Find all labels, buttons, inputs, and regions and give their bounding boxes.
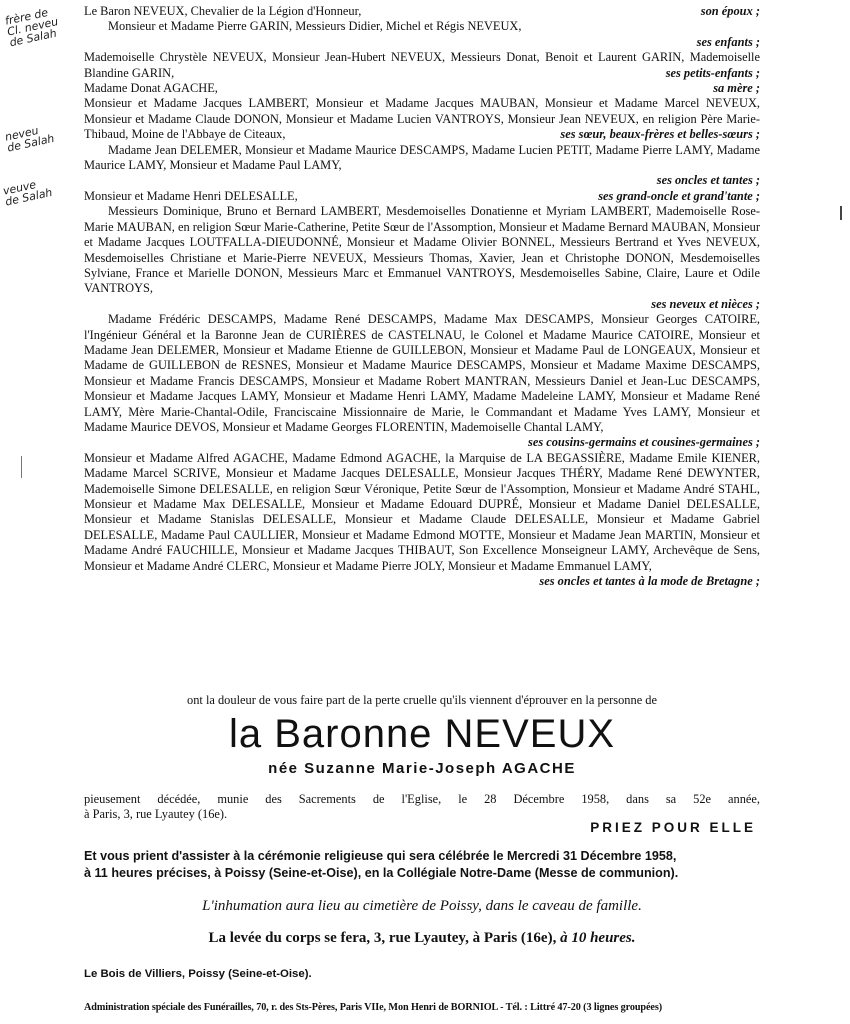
family-relation: ses neveux et nièces ; (651, 296, 760, 311)
family-entry (84, 50, 760, 81)
levee-notice (84, 930, 760, 947)
family-names: Madame Frédéric DESCAMPS, Madame René DESCAMPS, Madame Max DESCAMPS, Monsieur Georges CATOIRE, l'Ingénieur Général et la Baronne Jean de CURIÈRES de CASTELNAU, le Colonel et Madame Maurice CATOIRE, Monsieur et Madame Jean DELEMER, Monsieur et Madame Etienne de GUILLEBON, Monsieur et Madame Paul de LONGEAUX, Monsieur et Madame de GUILLEBON de RESNES, Monsieur et Madame Maurice DESCAMPS, Monsieur et Madame Maxime DESCAMPS, Monsieur et Madame Francis DESCAMPS, Monsieur et Madame Robert MANTRAN, Messieurs Daniel et Jean-Luc DESCAMPS, Monsieur et Madame Jacques LAMY, Monsieur et Madame Henri LAMY, Madame Madeleine LAMY, Monsieur et Madame René LAMY, Mère Marie-Chantal-Odile, Franciscaine Missionnaire de Marie, le Commandant et Madame Yves LAMY, Monsieur et Madame Maurice DEVOS, Monsieur et Madame Georges FLORENTIN, Mademoiselle Chantal LAMY, (84, 312, 760, 434)
family-names: Messieurs Dominique, Bruno et Bernard LAMBERT, Mesdemoiselles Donatienne et Myriam LAMBERT, Mademoiselle Rose-Marie MAUBAN, en religion Sœur Marie-Catherine, Petite Sœur de l'Assomption, Monsieur et Madame Bernard MAUBAN, Monsieur et Madame Jacques LOUTFALLA-DIEUDONNÉ, Monsieur et Madame Olivier BONNEL, Messieurs Bertrand et Yves NEVEUX, Mesdemoiselles Christiane et Marie-Pierre NEVEUX, Messieurs Thomas, Xavier, Jean et Christophe DONON, Mesdemoiselles Sylviane, France et Marielle DONON, Messieurs Marc et Emmanuel VANTROYS, Mesdemoiselles Sabine, Claire, Laure et Odile VANTROYS, (84, 204, 760, 296)
family-relation: ses cousins-germains et cousines-germaines ; (528, 435, 760, 450)
prayer-line: PRIEZ POUR ELLE (590, 820, 756, 835)
family-names: Mademoiselle Chrystèle NEVEUX, Monsieur Jean-Hubert NEVEUX, Messieurs Donat, Benoit et Laurent GARIN, Mademoiselle Blandine GARIN, (84, 50, 760, 80)
family-address: Le Bois de Villiers, Poissy (Seine-et-Oise). (84, 968, 312, 980)
handwritten-note: neveu de Salah (3, 123, 56, 155)
family-list (84, 4, 760, 589)
family-names: Monsieur et Madame Henri DELESALLE, (84, 188, 298, 203)
handwritten-note: frère de Cl. neveu de Salah (3, 5, 60, 50)
family-relation: ses sœur, beaux-frères et belles-sœurs ; (560, 127, 760, 142)
family-relation: sa mère ; (713, 81, 760, 96)
death-date-line: pieusement décédée, munie des Sacrements de l'Eglise, le 28 Décembre 1958, dans sa 52e année, (84, 792, 760, 806)
family-names: Monsieur et Madame Alfred AGACHE, Madame Edmond AGACHE, la Marquise de LA BEGASSIÈRE, Madame Emile KIENER, Madame Marcel SCRIVE, Monsieur et Madame Jacques DELESALLE, Monsieur Jacques THÉRY, Madame René DEWYNTER, Mademoiselle Simone DELESALLE, en religion Sœur Véronique, Petite Sœur de l'Assomption, Monsieur et Madame André STAHL, Monsieur et Madame Max DELESALLE, Monsieur et Madame Edouard DUPRÉ, Monsieur et Madame Daniel DELESALLE, Monsieur et Madame Stanislas DELESALLE, Monsieur et Madame Claude DELESALLE, Monsieur et Madame Gabriel DELESALLE, Madame Paul CAULLIER, Monsieur et Madame Edmond MOTTE, Monsieur et Madame Jean MARTIN, Monsieur et Madame André FAUCHILLE, Monsieur et Madame Jacques THIBAUT, Son Excellence Monseigneur LAMY, Archevêque de Sens, Monsieur et Madame André CLERC, Monsieur et Madame Pierre JOLY, Monsieur et Madame Emmanuel LAMY, (84, 450, 760, 573)
family-entry (84, 81, 760, 96)
family-names: Monsieur et Madame Jacques LAMBERT, Monsieur et Madame Jacques MAUBAN, Monsieur et Madame Marcel NEVEUX, Monsieur et Madame Claude DONON, Monsieur et Madame Lucien VANTROYS, Monsieur Jean NEVEUX, en religion Père Marie-Thibaud, Moine de l'Abbaye de Citeaux, (84, 96, 760, 142)
family-relation: ses petits-enfants ; (665, 65, 760, 80)
family-entry (84, 4, 760, 19)
deceased-birth-name: née Suzanne Marie-Joseph AGACHE (268, 760, 576, 777)
levee-place: La levée du corps se fera, 3, rue Lyautey, à Paris (16e), (208, 930, 557, 946)
family-names: Le Baron NEVEUX, Chevalier de la Légion d'Honneur, (84, 4, 362, 18)
family-names: Madame Jean DELEMER, Monsieur et Madame Maurice DESCAMPS, Madame Lucien PETIT, Madame Pierre LAMY, Madame Maurice LAMY, Monsieur et Madame Paul LAMY, (84, 142, 760, 173)
handwritten-note: veuve de Salah (1, 178, 54, 209)
burial-notice: L'inhumation aura lieu au cimetière de Poissy, dans le caveau de famille. (202, 898, 642, 914)
family-entry (84, 96, 760, 142)
family-entry (84, 143, 760, 189)
family-entry (84, 19, 760, 50)
family-names: Monsieur et Madame Pierre GARIN, Messieurs Didier, Michel et Régis NEVEUX, (108, 19, 522, 34)
family-entry (84, 451, 760, 590)
family-names: Madame Donat AGACHE, (84, 81, 218, 96)
margin-mark (21, 456, 22, 478)
family-relation: ses enfants ; (696, 34, 760, 49)
ceremony-place-line: à 11 heures précises, à Poissy (Seine-et-Oise), en la Collégiale Notre-Dame (Messe de communion). (84, 866, 679, 880)
margin-mark (840, 206, 842, 220)
funeral-director-footer: Administration spéciale des Funérailles, 70, r. des Sts-Pères, Paris VIIe, Mon Henri de BORNIOL - Tél. : Littré 47-20 (3 lignes groupées) (84, 1002, 662, 1013)
deceased-name: la Baronne NEVEUX (228, 712, 616, 756)
ceremony-date-line: Et vous prient d'assister à la cérémonie religieuse qui sera célébrée le Mercredi 31 Décembre 1958, (84, 849, 677, 863)
family-entry (84, 312, 760, 451)
death-details (84, 792, 760, 822)
family-relation: ses oncles et tantes ; (656, 173, 760, 188)
ceremony-invitation (84, 848, 760, 882)
family-relation: ses grand-oncle et grand'tante ; (598, 188, 760, 203)
family-relation: ses oncles et tantes à la mode de Bretagne ; (539, 574, 760, 589)
levee-time: à 10 heures. (560, 930, 636, 946)
announcement-intro: ont la douleur de vous faire part de la perte cruelle qu'ils viennent d'éprouver en la personne de (187, 693, 657, 707)
death-place-line: à Paris, 3, rue Lyautey (16e). (84, 807, 228, 821)
family-entry (84, 204, 760, 312)
family-entry (84, 189, 760, 204)
family-relation: son époux ; (700, 4, 760, 18)
